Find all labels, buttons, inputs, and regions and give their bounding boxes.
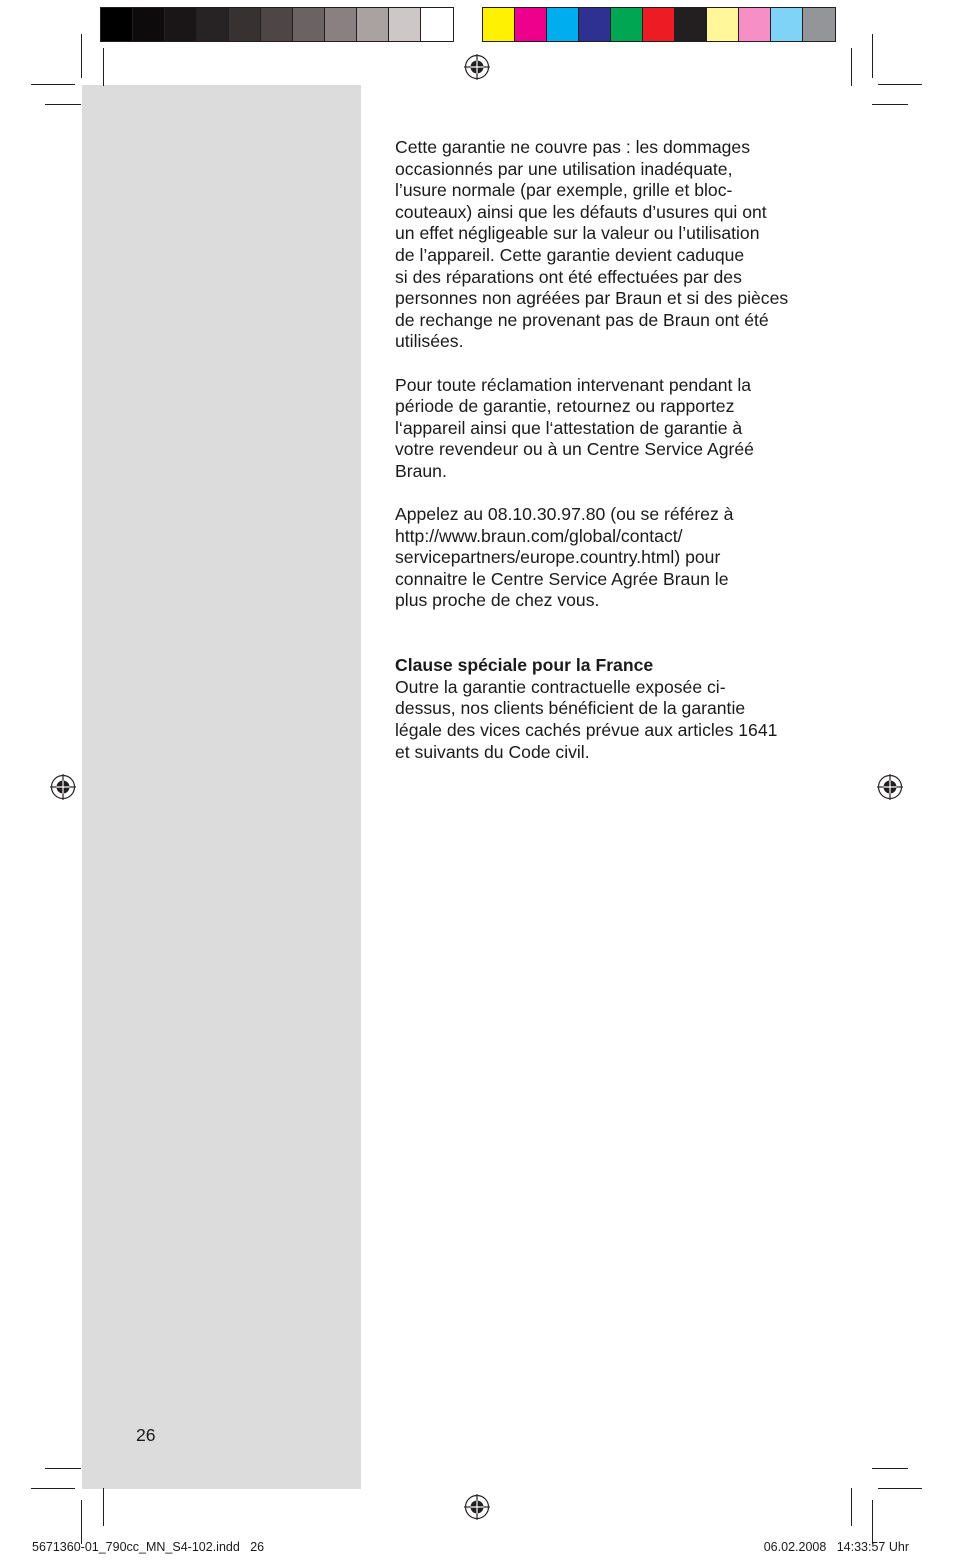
paragraph-claims: Pour toute réclamation intervenant pendant la période de garantie, retournez ou rapportez l‘appareil ainsi que l‘attestation de garantie à votre revendeur ou à un Centre Service Agréé Braun.: [395, 374, 754, 481]
crop-mark: [45, 1468, 81, 1469]
color-swatch: [389, 8, 421, 41]
crop-mark: [872, 1500, 873, 1544]
crop-mark: [851, 48, 852, 86]
clause-heading: Clause spéciale pour la France: [395, 655, 654, 676]
paragraph-contact: Appelez au 08.10.30.97.80 (ou se référez à http://www.braun.com/global/contact/ servicepartners/europe.country.html) pour connaitre le Centre Service Agrée Braun le plus proche de chez vous.: [395, 504, 734, 611]
registration-mark-icon: [464, 54, 490, 80]
color-swatch: [133, 8, 165, 41]
crop-mark: [872, 1468, 908, 1469]
color-swatch: [643, 8, 675, 41]
color-swatch: [611, 8, 643, 41]
clause-text: Outre la garantie contractuelle exposée ci- dessus, nos clients bénéficient de la garantie légale des vices cachés prévue aux articles 1641 et suivants du Code civil.: [395, 676, 778, 762]
color-swatch: [261, 8, 293, 41]
color-swatch: [325, 8, 357, 41]
color-swatch: [229, 8, 261, 41]
crop-mark: [81, 34, 82, 78]
color-swatch: [293, 8, 325, 41]
crop-mark: [878, 1488, 922, 1489]
color-swatch: [675, 8, 707, 41]
color-swatch: [771, 8, 803, 41]
color-swatch: [547, 8, 579, 41]
color-swatch: [101, 8, 133, 41]
color-swatch: [739, 8, 771, 41]
warranty-text-column: [395, 137, 835, 785]
grayscale-color-bar: [100, 7, 454, 42]
crop-mark: [31, 84, 75, 85]
crop-mark: [878, 84, 922, 85]
page-number: 26: [136, 1425, 156, 1445]
color-swatch: [579, 8, 611, 41]
process-color-bar: [482, 7, 836, 42]
color-swatch: [357, 8, 389, 41]
crop-mark: [81, 1500, 82, 1544]
crop-mark: [872, 104, 908, 105]
crop-mark: [45, 104, 81, 105]
registration-mark-icon: [50, 774, 76, 800]
crop-mark: [31, 1488, 75, 1489]
color-swatch: [197, 8, 229, 41]
color-swatch: [483, 8, 515, 41]
crop-mark: [103, 1488, 104, 1526]
paragraph-exclusions: Cette garantie ne couvre pas : les dommages occasionnés par une utilisation inadéquate, l’usure normale (par exemple, grille et bloc- couteaux) ainsi que les défauts d’usures qui ont un effet négligeable sur la valeur ou l’utilisation de l’appareil. Cette garantie devient caduque si des réparations ont été effectuées par des personnes non agréées par Braun et si des pièces de rechange ne provenant pas de Braun ont été utilisées.: [395, 137, 789, 352]
crop-mark: [103, 48, 104, 86]
color-swatch: [803, 8, 835, 41]
slug-file-info: 5671360-01_790cc_MN_S4-102.indd 26: [32, 1540, 265, 1554]
registration-mark-icon: [464, 1494, 490, 1520]
slug-datetime: 06.02.2008 14:33:57 Uhr: [763, 1540, 909, 1554]
crop-mark: [851, 1488, 852, 1526]
registration-mark-icon: [877, 774, 903, 800]
gray-margin-band: [82, 85, 361, 1489]
color-swatch: [165, 8, 197, 41]
crop-mark: [872, 34, 873, 78]
clause-section: [395, 634, 835, 764]
color-swatch: [515, 8, 547, 41]
color-swatch: [707, 8, 739, 41]
color-swatch: [421, 8, 453, 41]
